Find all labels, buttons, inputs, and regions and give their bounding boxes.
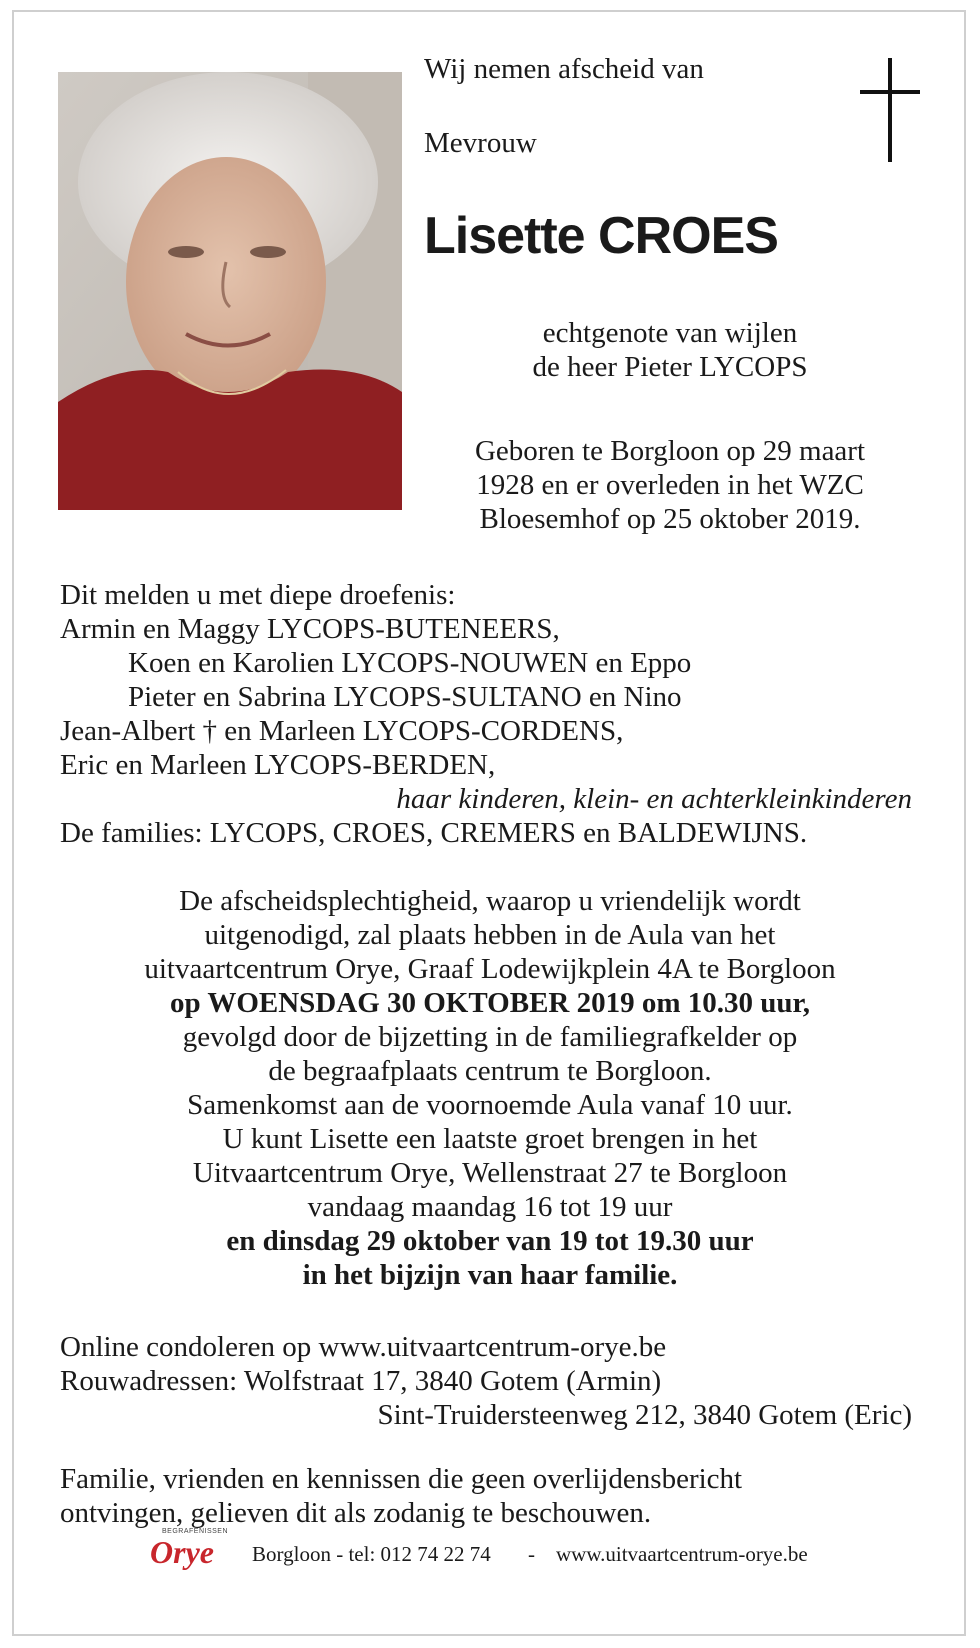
footer-separator: - [528, 1542, 535, 1566]
portrait-illustration [58, 72, 402, 510]
online-condolence: Online condoleren op www.uitvaartcentrum-orye.be [60, 1331, 667, 1363]
ceremony-line: De afscheidsplechtigheid, waarop u vriendelijk wordt [179, 885, 801, 917]
ceremony-line: Uitvaartcentrum Orye, Wellenstraat 27 te Borgloon [192, 1157, 788, 1189]
family-relation: haar kinderen, klein- en achterkleinkinderen [396, 783, 912, 815]
deceased-name: Lisette CROES [424, 207, 778, 265]
portrait-photo [58, 72, 402, 510]
mourning-address-2: Sint-Truidersteenweg 212, 3840 Gotem (Eric) [377, 1399, 912, 1431]
logo-sub: BEGRAFENISSEN [162, 1528, 229, 1535]
logo-text: Orye [150, 1534, 214, 1570]
spouse-line-1: echtgenote van wijlen [542, 317, 798, 349]
ceremony-line: gevolgd door de bijzetting in de familiegrafkelder op [182, 1021, 798, 1053]
intro-text: Wij nemen afscheid van [424, 53, 704, 85]
family-member: Eric en Marleen LYCOPS-BERDEN, [60, 749, 496, 781]
visit-note: in het bijzijn van haar familie. [302, 1259, 678, 1291]
ceremony-line: vandaag maandag 16 tot 19 uur [307, 1191, 673, 1223]
cross-icon [860, 58, 920, 162]
mourning-address-1: Rouwadressen: Wolfstraat 17, 3840 Gotem (Armin) [60, 1365, 662, 1397]
family-intro: Dit melden u met diepe droefenis: [60, 579, 456, 611]
birth-line: 1928 en er overleden in het WZC [476, 469, 864, 501]
birth-line: Geboren te Borgloon op 29 maart [474, 435, 866, 467]
ceremony-line: uitgenodigd, zal plaats hebben in de Aula van het [204, 919, 776, 951]
ceremony-line: uitvaartcentrum Orye, Graaf Lodewijkplein 4A te Borgloon [144, 953, 836, 985]
families-line: De families: LYCOPS, CROES, CREMERS en BALDEWIJNS. [60, 817, 808, 849]
title-text: Mevrouw [424, 127, 537, 159]
orye-logo [150, 1528, 229, 1572]
ceremony-line: U kunt Lisette een laatste groet brengen in het [222, 1123, 758, 1155]
ceremony-line: de begraafplaats centrum te Borgloon. [268, 1055, 712, 1087]
birth-line: Bloesemhof op 25 oktober 2019. [479, 503, 861, 535]
spouse-line-2: de heer Pieter LYCOPS [532, 351, 808, 383]
ceremony-line: Samenkomst aan de voornoemde Aula vanaf 10 uur. [187, 1089, 793, 1121]
closing-line: ontvingen, gelieven dit als zodanig te beschouwen. [60, 1497, 652, 1529]
ceremony-date: op WOENSDAG 30 OKTOBER 2019 om 10.30 uur, [169, 987, 810, 1019]
closing-line: Familie, vrienden en kennissen die geen overlijdensbericht [60, 1463, 743, 1495]
family-member: Jean-Albert † en Marleen LYCOPS-CORDENS, [60, 715, 624, 747]
family-member: Pieter en Sabrina LYCOPS-SULTANO en Nino [128, 681, 682, 713]
family-member: Koen en Karolien LYCOPS-NOUWEN en Eppo [128, 647, 692, 679]
footer-website[interactable]: www.uitvaartcentrum-orye.be [556, 1542, 808, 1566]
family-member: Armin en Maggy LYCOPS-BUTENEERS, [60, 613, 560, 645]
visit-time: en dinsdag 29 oktober van 19 tot 19.30 uur [226, 1225, 754, 1257]
footer-location: Borgloon - tel: 012 74 22 74 [252, 1542, 491, 1566]
